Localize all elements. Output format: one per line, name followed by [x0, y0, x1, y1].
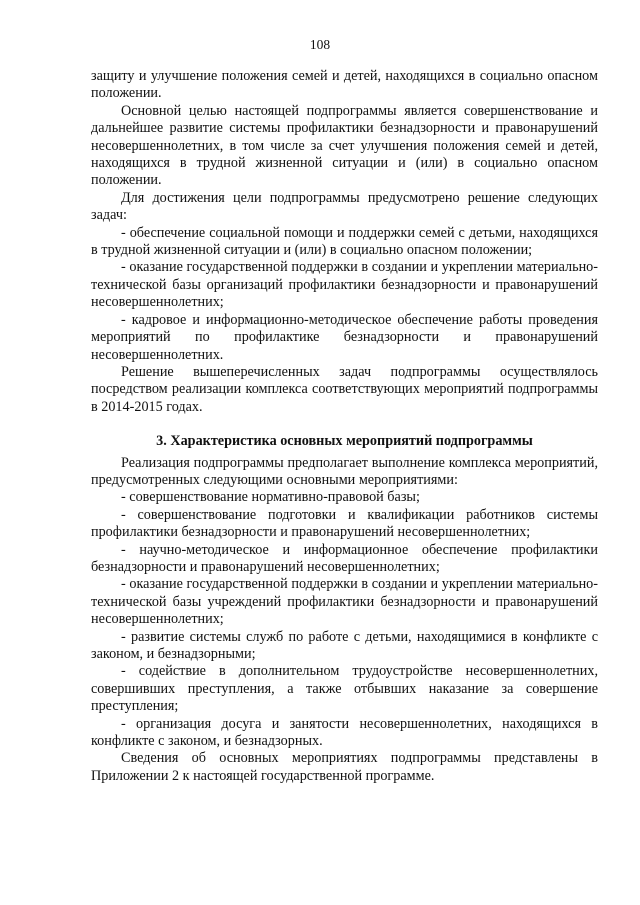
- section-heading: 3. Характеристика основных мероприятий подпрограммы: [156, 433, 533, 450]
- measure-item: - совершенствование подготовки и квалификации работников системы профилактики безнадзорности и правонарушений несовершеннолетних;: [91, 506, 598, 541]
- paragraph-implementation: Реализация подпрограммы предполагает выполнение комплекса мероприятий, предусмотренных следующими основными мероприятиями:: [91, 454, 598, 488]
- paragraph-appendix-reference: Сведения об основных мероприятиях подпрограммы представлены в Приложении 2 к настоящей государственной программе.: [91, 750, 598, 784]
- measure-item: - оказание государственной поддержки в создании и укреплении материально-технической базы учреждений профилактики безнадзорности и правонарушений несовершеннолетних;: [91, 576, 598, 628]
- task-item: - кадровое и информационно-методическое обеспечение работы проведения мероприятий по профилактике безнадзорности и правонарушений несовершеннолетних.: [91, 311, 598, 363]
- page-number: 108: [309, 37, 331, 52]
- task-item: - обеспечение социальной помощи и поддержки семей с детьми, находящихся в трудной жизненной ситуации и (или) в социально опасном положении;: [91, 224, 598, 259]
- document-body: [91, 68, 598, 785]
- task-item: - оказание государственной поддержки в создании и укреплении материально-технической базы организаций профилактики безнадзорности и правонарушений несовершеннолетних;: [91, 259, 598, 311]
- paragraph-tasks-intro: Для достижения цели подпрограммы предусмотрено решение следующих задач:: [91, 189, 598, 224]
- measure-item: - развитие системы служб по работе с детьми, находящимися в конфликте с законом, и безнадзорными;: [91, 628, 598, 662]
- measure-item: - совершенствование нормативно-правовой базы;: [121, 489, 420, 506]
- measure-item: - организация досуга и занятости несовершеннолетних, находящихся в конфликте с законом, и безнадзорных.: [91, 715, 598, 750]
- paragraph-continuation: защиту и улучшение положения семей и детей, находящихся в социально опасном положении.: [91, 68, 598, 102]
- paragraph-goal: Основной целью настоящей подпрограммы является совершенствование и дальнейшее развитие системы профилактики безнадзорности и правонарушений несовершеннолетних, в том числе за счет улучшения положения семей и детей, находящихся в трудной жизненной ситуации и (или) в социально опасном положении.: [91, 102, 598, 189]
- measure-item: - научно-методическое и информационное обеспечение профилактики безнадзорности и правонарушений несовершеннолетних;: [91, 541, 598, 575]
- paragraph-tasks-result: Решение вышеперечисленных задач подпрограммы осуществлялось посредством реализации комплекса соответствующих мероприятий подпрограммы в 2014-2015 годах.: [91, 363, 598, 415]
- measure-item: - содействие в дополнительном трудоустройстве несовершеннолетних, совершивших преступления, а также отбывших наказание за совершение преступления;: [91, 663, 598, 715]
